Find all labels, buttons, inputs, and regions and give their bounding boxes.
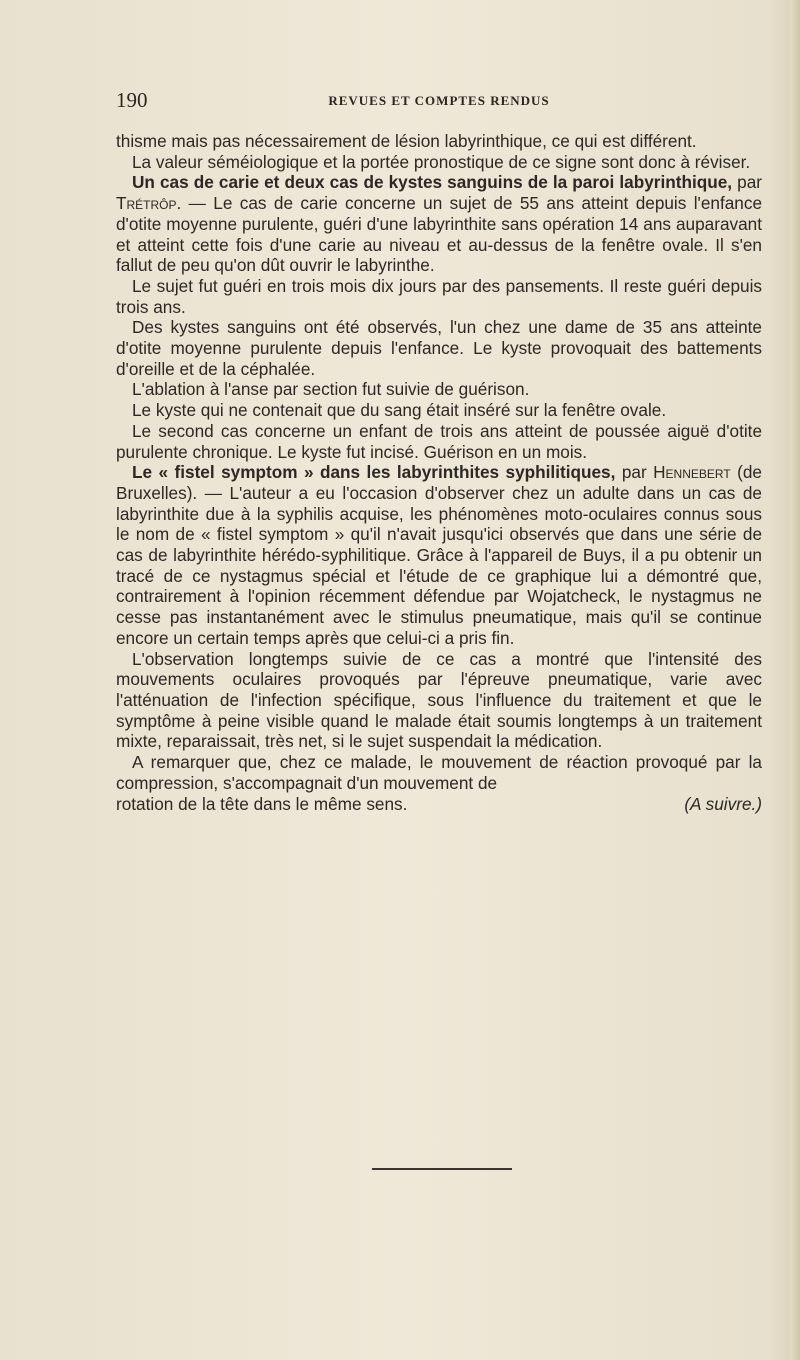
paragraph-7: Le kyste qui ne contenait que du sang était inséré sur la fenêtre ovale. (132, 400, 667, 421)
paragraph-10: L'observation longtemps suivie de ce cas a montré que l'intensité des mouvements oculaires provoqués par l'épreuve pneumatique, varie avec l'atténuation de l'infection spécifique, sous l'influence du traitement et que le symptôme à peine visible quand le malade était soumis longtemps à un traitement mixte, reparaissait, très net, si le sujet suspendait la médication. (116, 648, 762, 752)
to-be-continued: (A suivre.) (684, 793, 762, 814)
paragraph-3 (116, 172, 762, 276)
author-hennebert: Hennebert (653, 462, 731, 483)
page-header (116, 88, 762, 116)
by-word: par (732, 172, 762, 193)
paragraph-5: Des kystes sanguins ont été observés, l'un chez une dame de 35 ans atteinte d'otite moyenne purulente depuis l'enfance. Le kyste provoquait des battements d'oreille et de la céphalée. (116, 317, 762, 379)
page-edge (790, 0, 800, 1360)
paragraph-11-end: rotation de la tête dans le même sens. (116, 793, 408, 814)
paragraph-9 (116, 462, 762, 648)
running-head: REVUES ET COMPTES RENDUS (328, 93, 550, 108)
article-title-fistel: Le « fistel symptom » dans les labyrinthites syphilitiques, (132, 462, 616, 483)
paragraph-2: La valeur séméiologique et la portée pronostique de ce signe sont donc à réviser. (132, 151, 751, 172)
body-text (116, 131, 762, 814)
paragraph-1: thisme mais pas nécessairement de lésion labyrinthique, ce qui est différent. (116, 131, 697, 151)
paragraph-9-text: (de Bruxelles). — L'auteur a eu l'occasion d'observer chez un adulte dans un cas de labyrinthite due à la syphilis acquise, les phénomènes moto-oculaires connus sous le nom de « fistel symptom » qu'il n'avait jusqu'ici observés que dans une série de cas de labyrinthite hérédo-syphilitique. Grâce à l'appareil de Buys, il a pu obtenir un tracé de ce nystagmus spécial et l'étude de ce graphique lui a démontré que, contrairement à l'opinion récemment défendue par Wojatcheck, le nystagmus ne cesse pas instantanément avec le stimulus pneumatique, mais qu'il se continue encore un certain temps après que celui-ci a pris fin. (116, 462, 762, 648)
paragraph-8: Le second cas concerne un enfant de trois ans atteint de poussée aiguë d'otite purulente chronique. Le kyste fut incisé. Guérison en un mois. (116, 420, 762, 462)
by-word: par (615, 462, 654, 483)
paragraph-11: A remarquer que, chez ce malade, le mouvement de réaction provoqué par la compression, s'accompagnait d'un mouvement de (116, 752, 762, 793)
author-tretrop: Trétrôp (116, 193, 177, 214)
paragraph-4: Le sujet fut guéri en trois mois dix jours par des pansements. Il reste guéri depuis trois ans. (116, 275, 762, 317)
page-number: 190 (116, 88, 148, 112)
paragraph-6: L'ablation à l'anse par section fut suivie de guérison. (132, 379, 530, 400)
end-rule (372, 1168, 512, 1170)
paragraph-3-text: . — Le cas de carie concerne un sujet de 55 ans atteint depuis l'enfance d'otite moyenne purulente, guéri d'une labyrinthite sans opération 14 ans auparavant et atteint cette fois d'une carie au niveau et au-dessus de la fenêtre ovale. Il s'en fallut de peu qu'on dût ouvrir le labyrinthe. (116, 193, 762, 276)
paragraph-11-last-line (116, 794, 762, 815)
article-title-caries: Un cas de carie et deux cas de kystes sanguins de la paroi labyrinthique, (132, 172, 733, 193)
